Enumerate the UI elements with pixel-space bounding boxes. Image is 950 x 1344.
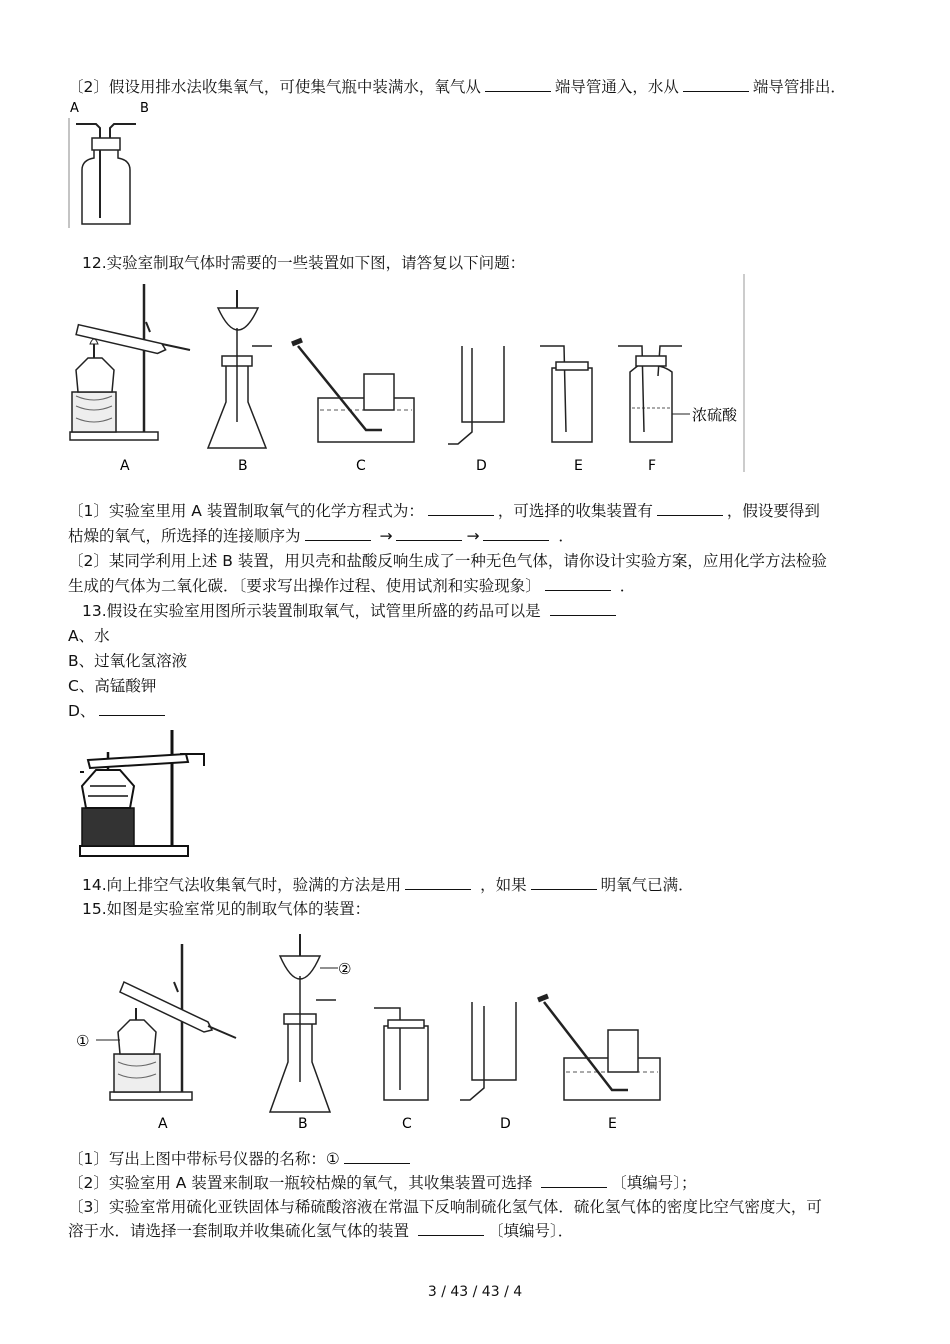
- tube-label-b: B: [140, 101, 149, 116]
- answer-blank[interactable]: [683, 77, 749, 92]
- marker-2: ②: [338, 960, 352, 978]
- answer-blank[interactable]: [99, 701, 165, 716]
- q15-label-c: C: [402, 1116, 412, 1132]
- q12-label-c: C: [356, 458, 366, 474]
- q15-label-a: A: [158, 1116, 168, 1132]
- answer-blank[interactable]: [405, 875, 471, 890]
- q12-apparatus-figure: [66, 272, 750, 478]
- q15-stem: 15.如图是实验室常见的制取气体的装置：: [82, 900, 371, 918]
- q13-option-a: A、水: [68, 627, 110, 645]
- q12-part1-line1: 〔1〕实验室里用 A 装置制取氧气的化学方程式为： ，可选择的收集装置有 ，假设要得到: [68, 502, 820, 520]
- answer-blank[interactable]: [550, 601, 616, 616]
- q12-stem: 12.实验室制取气体时需要的一些装置如下图，请答复以下问题：: [82, 254, 526, 272]
- answer-blank[interactable]: [344, 1149, 410, 1164]
- q11-part2-line: 〔2〕假设用排水法收集氧气，可使集气瓶中装满水，氧气从 端导管通入，水从 端导管排出．: [68, 78, 846, 96]
- q15-label-e: E: [608, 1116, 617, 1132]
- q12-label-d: D: [476, 458, 487, 474]
- answer-blank[interactable]: [428, 501, 494, 516]
- q15-part1-line: 〔1〕写出上图中带标号仪器的名称：①: [68, 1148, 414, 1170]
- marker-1: ①: [76, 1032, 90, 1050]
- answer-blank[interactable]: [485, 77, 551, 92]
- q12-label-b: B: [238, 458, 248, 474]
- answer-blank[interactable]: [541, 1173, 607, 1188]
- answer-blank[interactable]: [531, 875, 597, 890]
- q13-option-c: C、高锰酸钾: [68, 677, 157, 695]
- q15-part2-line: 〔2〕实验室用 A 装置来制取一瓶较枯燥的氧气，其收集装置可选择 〔填编号〕；: [68, 1174, 697, 1192]
- q15-apparatus-figure: [66, 922, 676, 1134]
- tube-label-a: A: [70, 101, 79, 116]
- q15-part3-line1: 〔3〕实验室常用硫化亚铁固体与稀硫酸溶液在常温下反响制硫化氢气体．硫化氢气体的密度比空气密度大，可: [68, 1198, 822, 1216]
- acid-label: 浓硫酸: [692, 406, 738, 424]
- answer-blank[interactable]: [657, 501, 723, 516]
- answer-blank[interactable]: [396, 526, 462, 541]
- answer-blank[interactable]: [545, 576, 611, 591]
- answer-blank[interactable]: [305, 526, 371, 541]
- q15-label-b: B: [298, 1116, 308, 1132]
- q13-option-d: D、: [68, 700, 169, 722]
- q13-heating-apparatus: [76, 726, 212, 860]
- page-footer: 3 / 43 / 43 / 4: [427, 1284, 523, 1300]
- q12-label-e: E: [574, 458, 583, 474]
- q12-part2-line1: 〔2〕某同学利用上述 B 装置，用贝壳和盐酸反响生成了一种无色气体，请你设计实验方案，应用化学方法检验: [68, 552, 827, 570]
- q15-part3-line2: 溶于水．请选择一套制取并收集硫化氢气体的装置 〔填编号〕．: [68, 1222, 574, 1240]
- answer-blank[interactable]: [483, 526, 549, 541]
- q12-part2-line2: 生成的气体为二氧化碳．〔要求写出操作过程、使用试剂和实验现象〕 ．: [68, 577, 636, 595]
- answer-blank[interactable]: [418, 1221, 484, 1236]
- q15-label-d: D: [500, 1116, 511, 1132]
- q13-option-b: B、过氧化氢溶液: [68, 652, 188, 670]
- q13-stem-line: 13.假设在实验室用图所示装置制取氧气，试管里所盛的药品可以是: [82, 600, 620, 622]
- q12-label-f: F: [648, 458, 657, 474]
- gas-bottle-figure: [66, 98, 149, 230]
- q12-part1-line2: 枯燥的氧气，所选择的连接顺序为 → → ．: [68, 527, 574, 545]
- q12-label-a: A: [120, 458, 130, 474]
- q14-line: 14.向上排空气法收集氧气时，验满的方法是用 ，如果 明氧气已满．: [82, 876, 694, 894]
